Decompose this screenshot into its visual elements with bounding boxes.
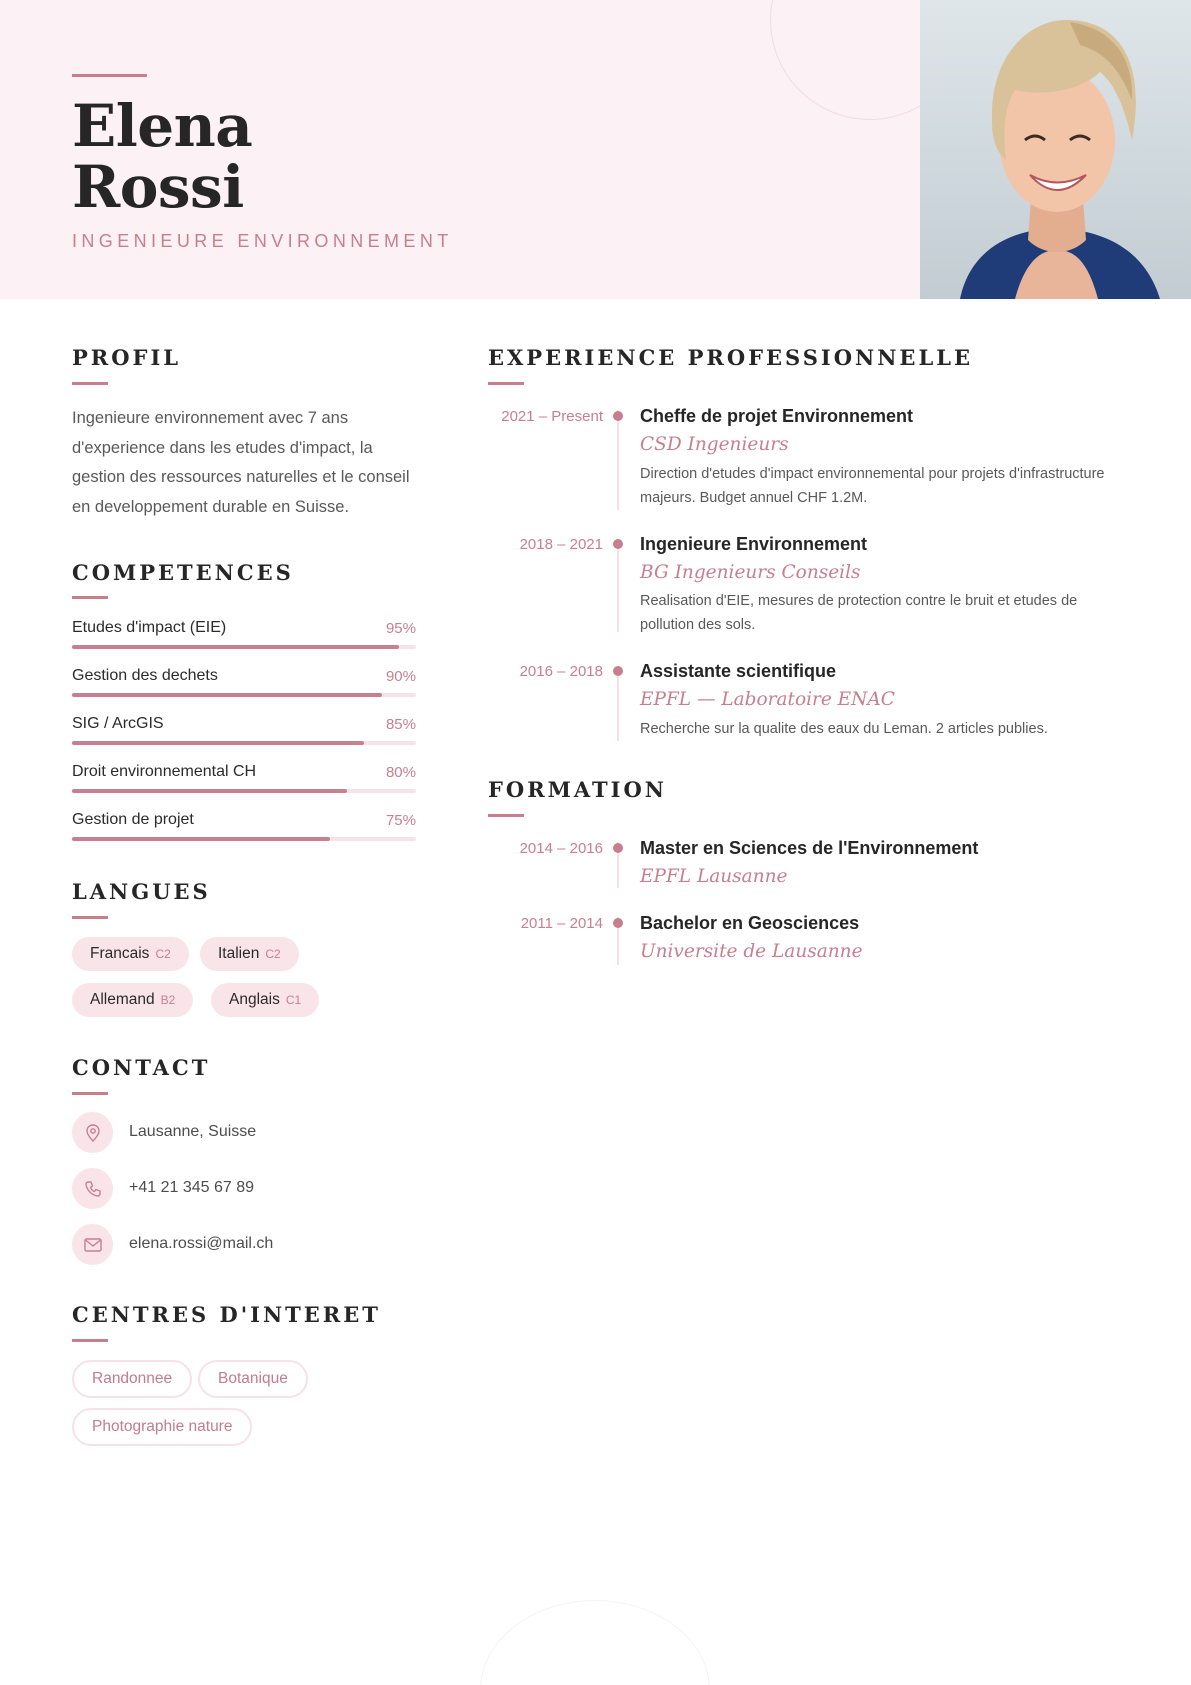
experience-org: CSD Ingenieurs bbox=[640, 434, 789, 455]
experience-underline bbox=[488, 382, 524, 385]
skill-item bbox=[72, 811, 416, 851]
formation-heading: FORMATION bbox=[488, 777, 667, 802]
header-banner bbox=[0, 0, 920, 299]
language-level: C2 bbox=[155, 947, 171, 961]
skill-item bbox=[72, 715, 416, 755]
skill-bar-fill bbox=[72, 693, 382, 697]
decorative-circle bbox=[480, 1600, 710, 1685]
profil-heading: PROFIL bbox=[72, 345, 182, 370]
skill-name: SIG / ArcGIS bbox=[72, 715, 164, 732]
language-name: Italien bbox=[218, 945, 260, 962]
formation-degree: Master en Sciences de l'Environnement bbox=[640, 838, 979, 858]
candidate-name bbox=[72, 92, 253, 221]
experience-role: Assistante scientifique bbox=[640, 661, 837, 681]
skill-bar-track bbox=[72, 693, 416, 697]
job-title: INGENIEURE ENVIRONNEMENT bbox=[72, 231, 453, 251]
formation-underline bbox=[488, 814, 524, 817]
location-pin-icon bbox=[72, 1112, 113, 1153]
contact-underline bbox=[72, 1092, 108, 1095]
profile-photo bbox=[920, 0, 1191, 299]
skill-percent: 75% bbox=[385, 812, 416, 829]
skill-item bbox=[72, 619, 416, 659]
formation-school: EPFL Lausanne bbox=[640, 866, 788, 887]
language-chip bbox=[200, 937, 299, 971]
skill-percent: 80% bbox=[385, 764, 416, 781]
skill-bar-fill bbox=[72, 837, 330, 841]
skill-bar-fill bbox=[72, 789, 347, 793]
skill-item bbox=[72, 763, 416, 803]
skill-percent: 85% bbox=[385, 716, 416, 733]
contact-location: Lausanne, Suisse bbox=[129, 1123, 257, 1140]
timeline-dot bbox=[613, 918, 623, 928]
experience-role: Ingenieure Environnement bbox=[640, 534, 868, 554]
last-name: Rossi bbox=[72, 153, 244, 221]
timeline-line bbox=[617, 410, 619, 510]
language-name: Anglais bbox=[229, 991, 280, 1008]
language-chip bbox=[72, 983, 193, 1017]
formation-dates: 2014 – 2016 bbox=[519, 840, 603, 857]
skill-percent: 90% bbox=[385, 668, 416, 685]
interets-underline bbox=[72, 1339, 108, 1342]
experience-desc: Recherche sur la qualite des eaux du Leman. 2 articles publies. bbox=[640, 721, 1048, 737]
formation-dates: 2011 – 2014 bbox=[520, 915, 603, 932]
phone-icon bbox=[72, 1168, 113, 1209]
language-level: C2 bbox=[265, 947, 281, 961]
language-level: C1 bbox=[285, 993, 302, 1007]
portrait-image bbox=[920, 0, 1191, 299]
skill-percent: 95% bbox=[385, 620, 416, 637]
language-chip bbox=[72, 937, 189, 971]
skill-name: Gestion de projet bbox=[72, 811, 194, 828]
skill-bar-track bbox=[72, 837, 416, 841]
contact-email[interactable]: elena.rossi@mail.ch bbox=[129, 1235, 274, 1252]
experience-dates: 2018 – 2021 bbox=[519, 536, 603, 553]
language-name: Allemand bbox=[90, 991, 155, 1008]
interest-chip: Randonnee bbox=[72, 1360, 192, 1398]
skill-name: Etudes d'impact (EIE) bbox=[72, 619, 227, 636]
timeline-dot bbox=[613, 539, 623, 549]
header-accent-line bbox=[72, 74, 147, 77]
experience-desc: Realisation d'EIE, mesures de protection contre le bruit et etudes de pollution des sols. bbox=[640, 593, 1078, 633]
skill-item bbox=[72, 667, 416, 707]
timeline-dot bbox=[613, 843, 623, 853]
timeline-line bbox=[617, 540, 619, 632]
language-name: Francais bbox=[90, 945, 150, 962]
experience-desc: Direction d'etudes d'impact environnemental pour projets d'infrastructure majeurs. Budget annuel CHF 1.2M. bbox=[640, 466, 1105, 506]
profil-underline bbox=[72, 382, 108, 385]
contact-phone[interactable]: +41 21 345 67 89 bbox=[129, 1179, 255, 1196]
first-name: Elena bbox=[72, 92, 253, 160]
skill-bar-fill bbox=[72, 741, 364, 745]
skill-name: Gestion des dechets bbox=[72, 667, 218, 684]
experience-heading: EXPERIENCE PROFESSIONNELLE bbox=[488, 345, 973, 370]
experience-dates: 2021 – Present bbox=[501, 408, 603, 425]
interest-chip: Botanique bbox=[198, 1360, 308, 1398]
profil-text: Ingenieure environnement avec 7 ans d'experience dans les etudes d'impact, la gestion des ressources naturelles et le conseil en developpement durable en Suisse. bbox=[72, 409, 410, 516]
decorative-circle bbox=[770, 0, 920, 120]
timeline-dot bbox=[613, 666, 623, 676]
langues-underline bbox=[72, 916, 108, 919]
timeline-line bbox=[617, 667, 619, 741]
interets-heading: CENTRES D'INTERET bbox=[72, 1302, 381, 1327]
skill-bar-track bbox=[72, 645, 416, 649]
contact-heading: CONTACT bbox=[72, 1055, 211, 1080]
timeline-dot bbox=[613, 411, 623, 421]
experience-org: BG Ingenieurs Conseils bbox=[640, 562, 861, 583]
competences-underline bbox=[72, 596, 108, 599]
language-chip bbox=[211, 983, 319, 1017]
interest-chip: Photographie nature bbox=[72, 1408, 252, 1446]
skill-bar-track bbox=[72, 741, 416, 745]
formation-degree: Bachelor en Geosciences bbox=[640, 913, 860, 933]
skill-name: Droit environnemental CH bbox=[72, 763, 257, 780]
langues-heading: LANGUES bbox=[72, 879, 211, 904]
experience-role: Cheffe de projet Environnement bbox=[640, 406, 914, 426]
skill-bar-track bbox=[72, 789, 416, 793]
language-level: B2 bbox=[160, 993, 176, 1007]
competences-heading: COMPETENCES bbox=[72, 560, 294, 585]
experience-org: EPFL — Laboratoire ENAC bbox=[640, 689, 895, 710]
skill-bar-fill bbox=[72, 645, 399, 649]
mail-icon bbox=[72, 1224, 113, 1265]
formation-school: Universite de Lausanne bbox=[640, 941, 863, 962]
experience-dates: 2016 – 2018 bbox=[519, 663, 603, 680]
